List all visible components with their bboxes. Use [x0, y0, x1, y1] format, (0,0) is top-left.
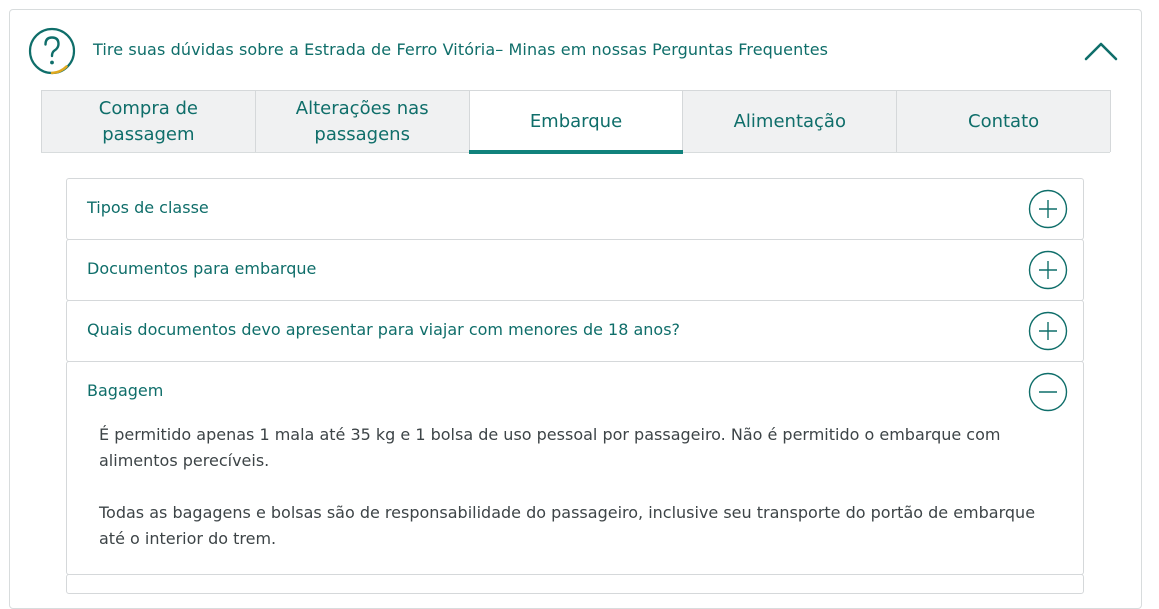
plus-circle-icon[interactable]: [1028, 250, 1068, 290]
tab-compra-de-passagem[interactable]: Compra de passagem: [41, 90, 256, 152]
chevron-up-icon[interactable]: [1081, 36, 1121, 66]
question-circle-icon: [28, 27, 76, 75]
accordion-item-menores-de-18: [66, 300, 1084, 362]
faq-accordion: [66, 178, 1084, 594]
accordion-header[interactable]: [67, 301, 1083, 361]
accordion-header[interactable]: [67, 179, 1083, 239]
accordion-title: Quais documentos devo apresentar para viajar com menores de 18 anos?: [87, 320, 681, 339]
tab-alimentacao[interactable]: Alimentação: [682, 90, 897, 152]
accordion-item-documentos-para-embarque: [66, 239, 1084, 301]
accordion-title: Tipos de classe: [87, 198, 209, 217]
accordion-item-tipos-de-classe: [66, 178, 1084, 240]
accordion-paragraph: É permitido apenas 1 mala até 35 kg e 1 bolsa de uso pessoal por passageiro. Não é permitido o embarque com alimentos perecíveis.: [99, 425, 1001, 470]
tab-embarque[interactable]: Embarque: [469, 90, 684, 152]
faq-tabs: [41, 90, 1110, 153]
plus-circle-icon[interactable]: [1028, 189, 1068, 229]
accordion-body: [67, 422, 1083, 574]
accordion-item-next[interactable]: [66, 574, 1084, 594]
accordion-title: Bagagem: [87, 381, 164, 400]
accordion-header[interactable]: [67, 362, 1083, 422]
accordion-title: Documentos para embarque: [87, 259, 317, 278]
plus-circle-icon[interactable]: [1028, 311, 1068, 351]
tab-alteracoes-nas-passagens[interactable]: Alterações nas passagens: [255, 90, 470, 152]
faq-card: [9, 9, 1142, 609]
faq-header: [10, 10, 1141, 90]
accordion-paragraph: Todas as bagagens e bolsas são de responsabilidade do passageiro, inclusive seu transporte do portão de embarque até o interior do trem.: [99, 503, 1036, 548]
accordion-header[interactable]: [67, 240, 1083, 300]
minus-circle-icon[interactable]: [1028, 372, 1068, 412]
faq-header-text: Tire suas dúvidas sobre a Estrada de Ferro Vitória– Minas em nossas Perguntas Frequentes: [93, 40, 829, 59]
tab-contato[interactable]: Contato: [896, 90, 1111, 152]
accordion-item-bagagem: [66, 361, 1084, 575]
